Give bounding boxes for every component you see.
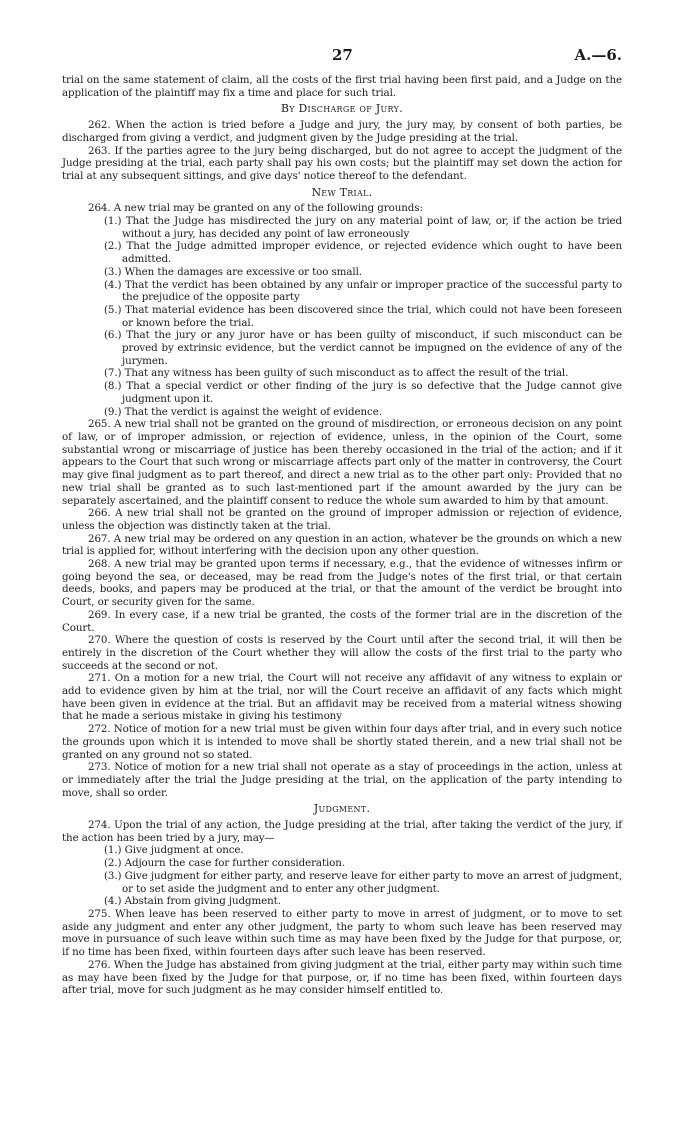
ground-1: (1.) That the Judge has misdirected the jury on any material point of law, or, if the action be tried without a jury, has decided any point of law erroneously — [104, 215, 622, 240]
paragraph-intro: trial on the same statement of claim, all the costs of the first trial having been first paid, and a Judge on the application of the plaintiff may fix a time and place for such trial. — [62, 74, 622, 99]
section-268: 268. A new trial may be granted upon terms if necessary, e.g., that the evidence of witnesses infirm or going beyond the sea, or deceased, may be read from the Judge's notes of the first trial, or that certain deeds, books, and papers may be produced at the trial, or that the amount of the verdict be brought into Court, or security given for the same. — [62, 558, 622, 609]
section-266: 266. A new trial shall not be granted on the ground of improper admission or rejection of evidence, unless the objection was distinctly taken at the trial. — [62, 507, 622, 532]
section-263: 263. If the parties agree to the jury being discharged, but do not agree to accept the judgment of the Judge presiding at the trial, each party shall pay his own costs; but the plaintiff may set down the action for trial at any subsequent sittings, and give days' notice thereof to the defendant. — [62, 144, 622, 182]
judgment-option-4: (4.) Abstain from giving judgment. — [104, 895, 281, 908]
heading-discharge-of-jury: By Discharge of Jury. — [281, 102, 403, 116]
ground-7: (7.) That any witness has been guilty of such misconduct as to affect the result of the trial. — [104, 367, 569, 380]
section-262: 262. When the action is tried before a Judge and jury, the jury may, by consent of both parties, be discharged from giving a verdict, and judgment given by the Judge presiding at the trial. — [62, 119, 622, 144]
section-276: 276. When the Judge has abstained from giving judgment at the trial, either party may within such time as may have been fixed by the Judge for that purpose, or, if no time has been fixed, within fourteen days after trial, move for such judgment as he may consider himself entitled to. — [62, 958, 622, 997]
ground-4: (4.) That the verdict has been obtained by any unfair or improper practice of the successful party to the prejudice of the opposite party — [104, 278, 622, 304]
heading-new-trial: New Trial. — [311, 185, 373, 199]
section-273: 273. Notice of motion for a new trial shall not operate as a stay of proceedings in the action, unless at or immediately after the trial the Judge presiding at the trial, on the application of the party intending to move, shall so order. — [62, 761, 622, 799]
document-page — [62, 46, 622, 997]
ground-8: (8.) That a special verdict or other finding of the jury is so defective that the Judge cannot give judgment upon it. — [104, 380, 622, 405]
ground-3: (3.) When the damages are excessive or too small. — [104, 265, 362, 278]
document-reference: A.—6. — [574, 46, 622, 64]
page-number: 27 — [332, 46, 353, 64]
page-header — [62, 46, 622, 74]
ground-6: (6.) That the jury or any juror have or has been guilty of misconduct, if such misconduct can be proved by extrinsic evidence, but the verdict cannot be impugned on the evidence of any of the jurymen. — [104, 329, 622, 367]
ground-5: (5.) That material evidence has been discovered since the trial, which could not have been foreseen or known before the trial. — [104, 303, 622, 329]
section-265: 265. A new trial shall not be granted on the ground of misdirection, or erroneous decision on any point of law, or of improper admission, or rejection of evidence, unless, in the opinion of the Court, some substantial wrong or miscarriage of justice has been thereby occasioned in the trial of the action; and if it appears to the Court that such wrong or miscarriage affects part only of the matter in controversy, the Court may give final judgment as to part thereof, and direct a new trial as to the other part only: Provided that no new trial shall be granted as to such last-mentioned part if the amount awarded by the jury can be separately ascertained, and the plaintiff consent to reduce the whole sum awarded to him by that amount. — [62, 418, 622, 507]
section-264: 264. A new trial may be granted on any of the following grounds: — [88, 202, 423, 215]
section-274: 274. Upon the trial of any action, the Judge presiding at the trial, after taking the verdict of the jury, if the action has been tried by a jury, may— — [62, 819, 622, 844]
section-269: 269. In every case, if a new trial be granted, the costs of the former trial are in the discretion of the Court. — [62, 608, 622, 634]
document-body — [62, 74, 622, 997]
ground-2: (2.) That the Judge admitted improper evidence, or rejected evidence which ought to have been admitted. — [104, 240, 622, 266]
ground-9: (9.) That the verdict is against the weight of evidence. — [104, 405, 382, 418]
judgment-option-3: (3.) Give judgment for either party, and reserve leave for either party to move an arrest of judgment, or to set aside the judgment and to enter any other judgment. — [104, 869, 622, 895]
heading-judgment: Judgment. — [313, 802, 371, 816]
judgment-option-1: (1.) Give judgment at once. — [104, 844, 244, 857]
section-272: 272. Notice of motion for a new trial must be given within four days after trial, and in every such notice the grounds upon which it is intended to move shall be shortly stated therein, and a new trial shall not be granted on any ground not so stated. — [62, 723, 622, 761]
section-275: 275. When leave has been reserved to either party to move in arrest of judgment, or to move to set aside any judgment and enter any other judgment, the party to whom such leave has been reserved may move in pursuance of such leave within such time as may have been fixed by the Judge for that purpose, or, if no time has been fixed, within fourteen days after such leave has been reserved. — [62, 908, 622, 959]
judgment-option-2: (2.) Adjourn the case for further consideration. — [104, 857, 345, 870]
section-267: 267. A new trial may be ordered on any question in an action, whatever be the grounds on which a new trial is applied for, without interfering with the decision upon any other question. — [62, 532, 622, 558]
section-271: 271. On a motion for a new trial, the Court will not receive any affidavit of any witness to explain or add to evidence given by him at the trial, nor will the Court receive an affidavit of any facts which might have been given in evidence at the trial. But an affidavit may be received from a material witness showing that he made a serious mistake in giving his testimony — [62, 672, 622, 723]
section-270: 270. Where the question of costs is reserved by the Court until after the second trial, it will then be entirely in the discretion of the Court whether they will allow the costs of the first trial to the party who succeeds at the second or not. — [62, 634, 622, 672]
